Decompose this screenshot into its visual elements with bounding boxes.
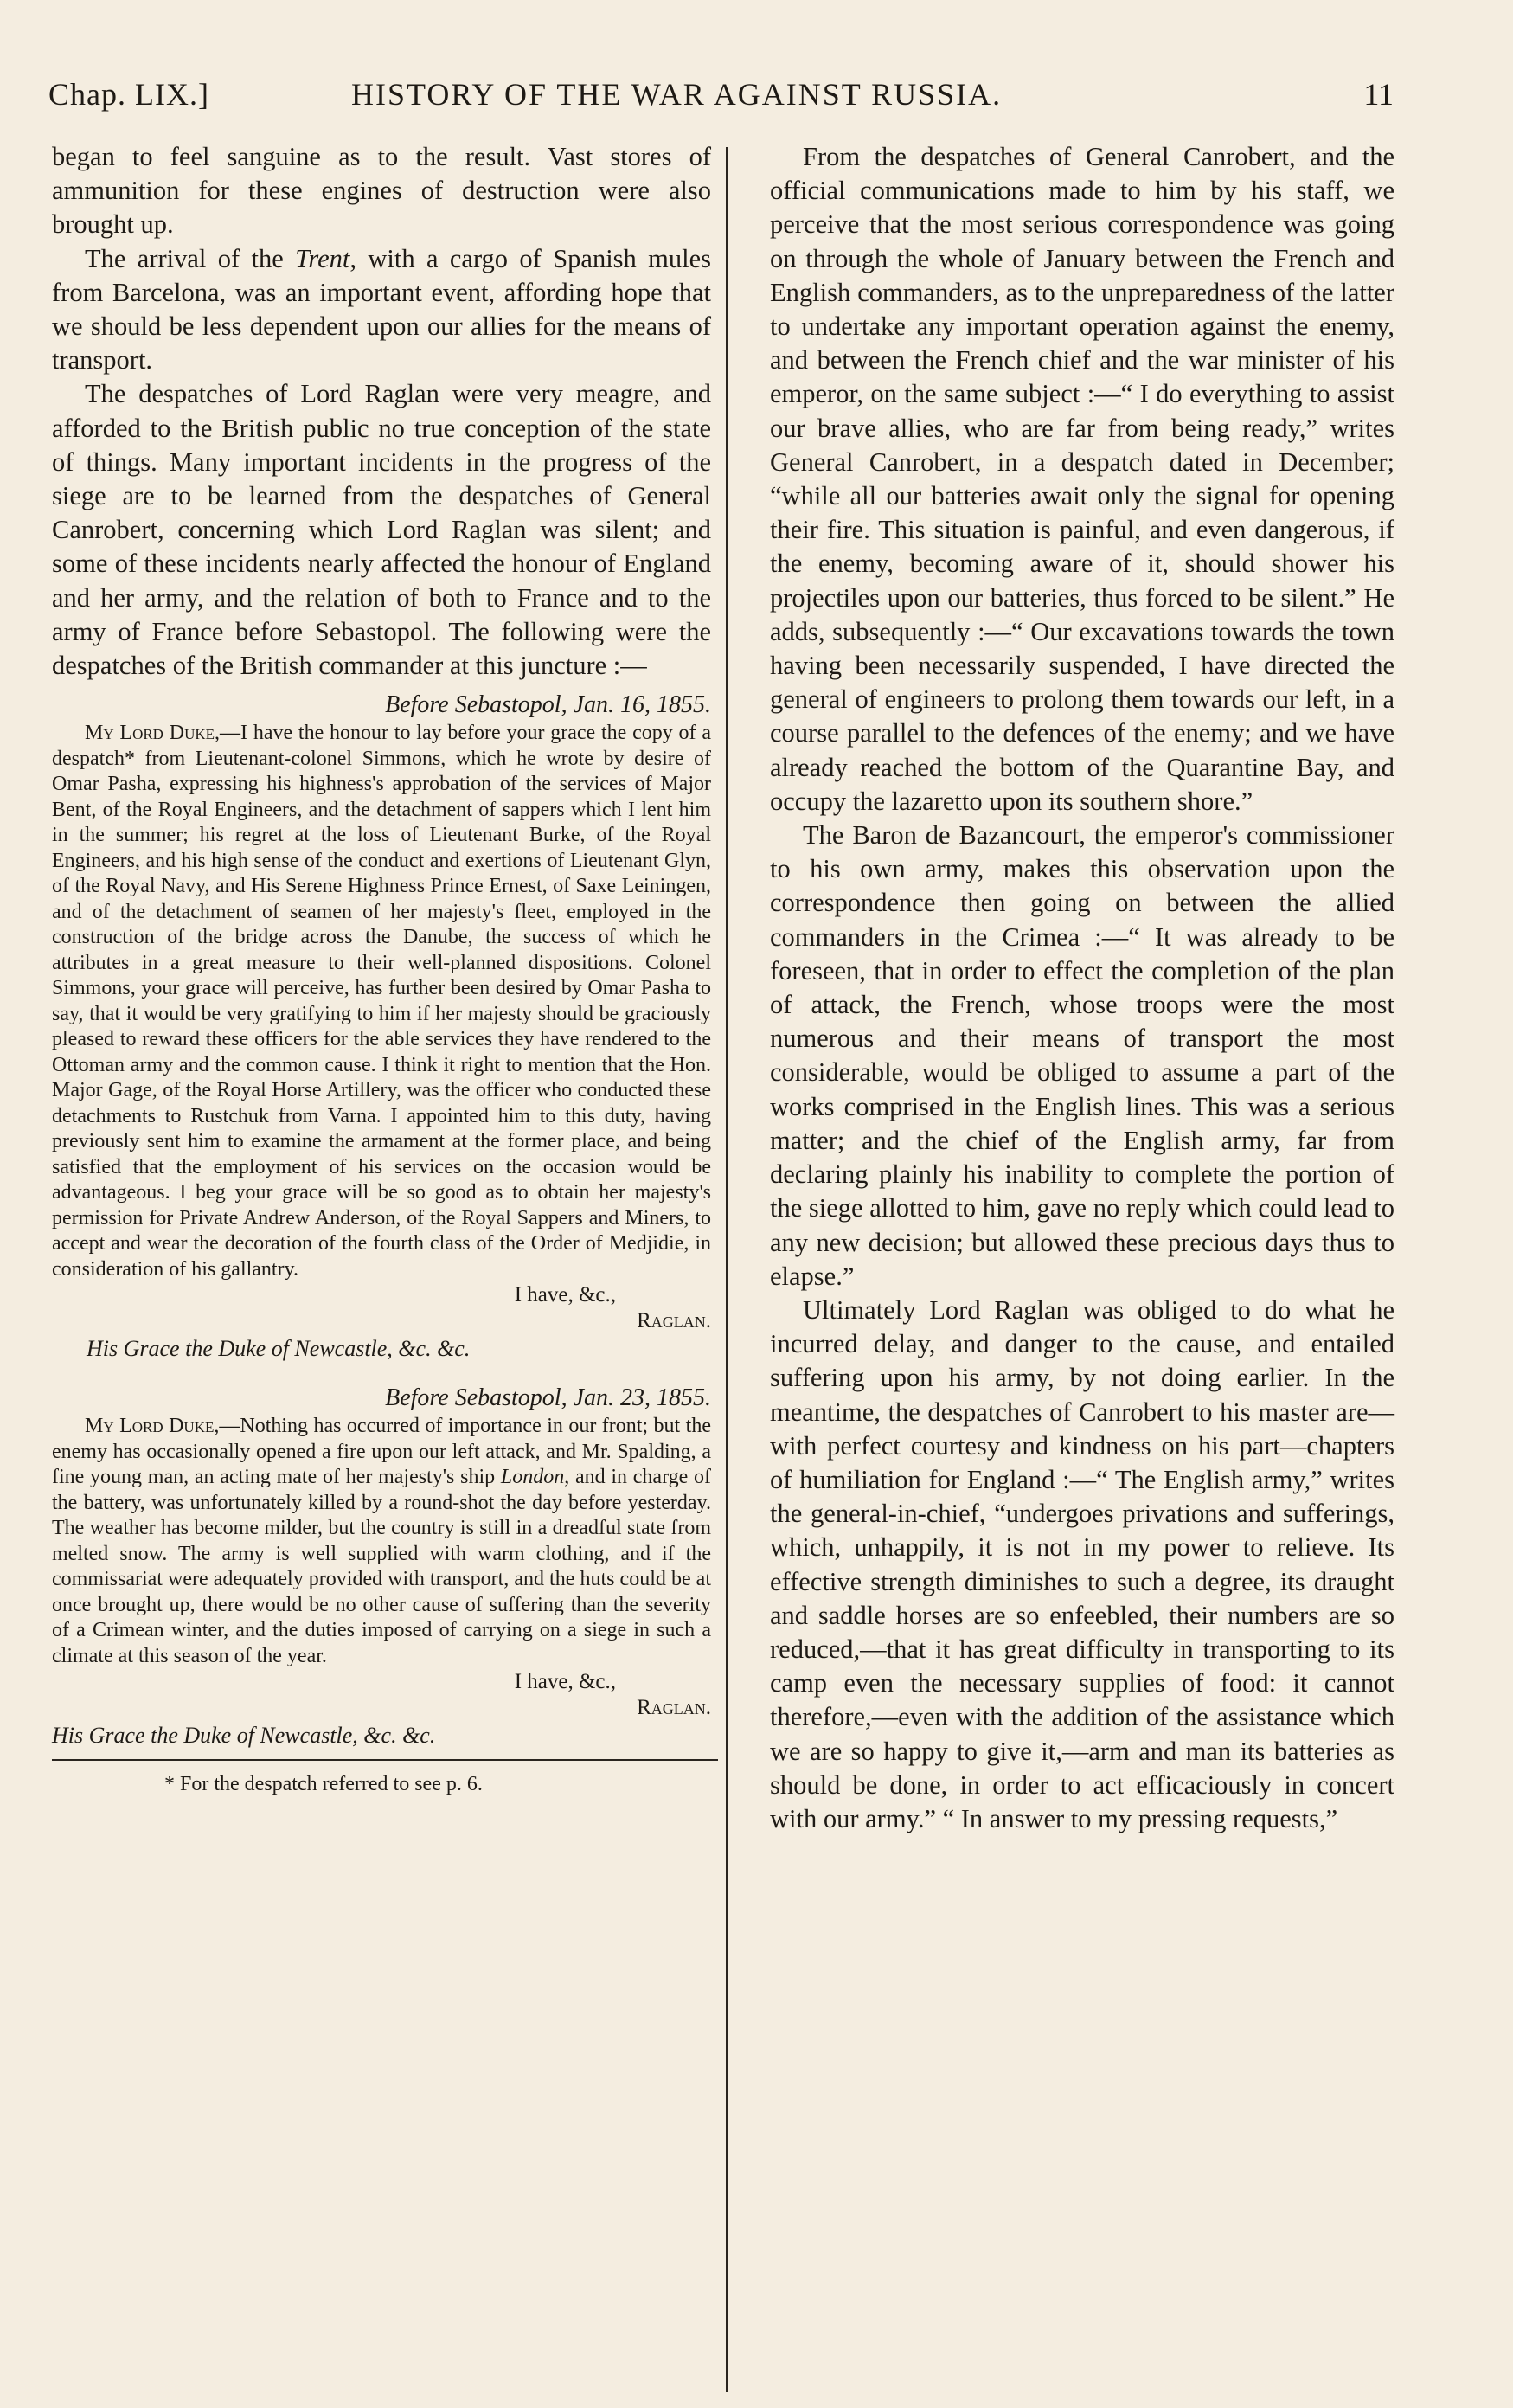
letter-text: —Nothing has occurred of importance in our front; but the enemy has occasionally opened a fire upon our left attack, and Mr. Spalding, a fine young man, an acting mate of her majesty's ship (52, 1415, 711, 1489)
ship-name: London (500, 1466, 565, 1489)
paragraph: Ultimately Lord Raglan was obliged to do what he incurred delay, and danger to the cause, and entailed suffering upon his army, by not doing earlier. In the meantime, the despatches of Canrobert to his master are—with perfect courtesy and kindness on his part—chapters of humiliation for England :—“ The English army,” writes the general-in-chief, “undergoes privations and sufferings, which, unhappily, it is not in my power to relieve. Its effective strength diminishes to such a degree, its draught and saddle horses are so enfeebled, their numbers are so reduced,—that it has great difficulty in transporting to its camp even the necessary supplies of food: it cannot therefore,—even with the addition of the assistance which we are so happy to give it,—arm and man its batteries as should be done, in order to act efficaciously in concert with our army.” “ In answer to my pressing requests,” (770, 1294, 1394, 1833)
running-head (48, 76, 1394, 125)
footnote-rule (52, 1759, 718, 1761)
closing-line: I have, &c., (514, 1670, 616, 1694)
closing-line: I have, &c., (514, 1283, 616, 1307)
letter-addressee: His Grace the Duke of Newcastle, &c. &c. (52, 1723, 436, 1749)
letter-addressee: His Grace the Duke of Newcastle, &c. &c. (87, 1336, 471, 1362)
letter-dateline: Before Sebastopol, Jan. 16, 1855. (385, 691, 711, 719)
letter-text: —I have the honour to lay before your grace the copy of a despatch* from Lieutenant-colonel Simmons, which he wrote by desire of Omar Pasha, expressing his highness's approbation of the services of Major Bent, of the Royal Engineers, and the detachment of sappers which I lent him in the summer; his regret at the loss of Lieutenant Burke, of the Royal Engineers, and his high sense of the conduct and exertions of Lieutenant Glyn, of the Royal Navy, and His Serene Highness Prince Ernest, of Saxe Leiningen, and of the detachment of seamen of her majesty's fleet, employed in the construction of the bridge across the Danube, the success of which he attributes in a great measure to their well-planned dispositions. Colonel Simmons, your grace will perceive, has further been desired by Omar Pasha to say, that it would be very gratifying to him if her majesty should be graciously pleased to reward these officers for the able services they have rendered to the Ottoman army and the common cause. I think it right to mention that the Hon. Major Gage, of the Royal Horse Artillery, was the officer who conducted these detachments to Rustchuk from Varna. I appointed him to this duty, having previously sent him to examine the armament at the former place, and being satisfied that the employment of his services on the occasion would be advantageous. I beg your grace will be so good as to obtain her majesty's permission for Private Andrew Anderson, of the Royal Sappers and Miners, to accept and wear the decoration of the fourth class of the Order of Medjidie, in consideration of his gallantry. (52, 722, 711, 1281)
letter-dateline: Before Sebastopol, Jan. 23, 1855. (385, 1384, 711, 1412)
left-column (52, 140, 711, 1797)
letter-body (52, 1414, 711, 1669)
letter-closing (52, 1282, 711, 1334)
paragraph: began to feel sanguine as to the result. Vast stores of ammunition for these engines of destruction were also brought up. (52, 142, 711, 240)
salutation: My Lord Duke, (85, 722, 221, 745)
column-divider (726, 147, 728, 2392)
page-number: 11 (1363, 77, 1394, 112)
text-run: The arrival of the (85, 243, 296, 273)
letter-closing (52, 1669, 711, 1721)
footnote: * For the despatch referred to see p. 6. (164, 1773, 483, 1796)
signature: Raglan. (637, 1696, 711, 1720)
page-title: HISTORY OF THE WAR AGAINST RUSSIA. (351, 77, 1003, 112)
paragraph: The Baron de Bazancourt, the emperor's commissioner to his own army, makes this observation upon the correspondence then going on between the allied commanders in the Crimea :—“ It was already to be foreseen, that in order to effect the completion of the plan of attack, the French, whose troops were the most numerous and their means of transport the most considerable, would be obliged to assume a part of the works comprised in the English lines. This was a serious matter; and the chief of the English army, far from declaring plainly his inability to complete the portion of the siege allotted to him, gave no reply which could lead to any new decision; but allowed these precious days thus to elapse.” (770, 820, 1394, 1291)
right-column (770, 140, 1394, 1836)
letter-text: , and in charge of the battery, was unfortunately killed by a round-shot the day before yesterday. The weather has become milder, but the country is still in a dreadful state from melted snow. The army is well supplied with warm clothing, and if the commissariat were adequately provided with transport, and the huts could be at once brought up, there would be no other cause of suffering than the severity of a Crimean winter, and the duties imposed of carrying on a siege in such a climate at this season of the year. (52, 1466, 711, 1667)
paragraph: From the despatches of General Canrobert, and the official communications made to him by his staff, we perceive that the most serious correspondence was going on through the whole of January between the French and English commanders, as to the unpreparedness of the latter to undertake any important operation against the enemy, and between the French chief and the war minister of his emperor, on the same subject :—“ I do everything to assist our brave allies, who are far from being ready,” writes General Canrobert, in a despatch dated in December; “while all our batteries await only the signal for opening their fire. This situation is painful, and even dangerous, if the enemy, becoming aware of it, should shower his projectiles upon our batteries, thus forced to be silent.” He adds, subsequently :—“ Our excavations towards the town having been necessarily suspended, I have directed the general of engineers to prolong them towards our left, in a course parallel to the defences of the enemy; and we have already reached the bottom of the Quarantine Bay, and occupy the lazaretto upon its southern shore.” (770, 142, 1394, 816)
letter-body (52, 721, 711, 1282)
paragraph (52, 242, 711, 378)
paragraph: The despatches of Lord Raglan were very meagre, and afforded to the British public no true conception of the state of things. Many important incidents in the progress of the siege are to be learned from the despatches of General Canrobert, concerning which Lord Raglan was silent; and some of these incidents nearly affected the honour of England and her army, and the relation of both to France and to the army of France before Sebastopol. The following were the despatches of the British commander at this juncture :— (52, 379, 711, 681)
letter (52, 690, 711, 1364)
text-run: , with a cargo of Spanish mules from Barcelona, was an important event, affording hope that we should be less dependent upon our allies for the means of transport. (52, 243, 712, 376)
letter (52, 1383, 711, 1750)
salutation: My Lord Duke, (85, 1415, 220, 1438)
chapter-label: Chap. LIX.] (48, 77, 209, 112)
ship-name: Trent (295, 243, 350, 273)
signature: Raglan. (637, 1309, 711, 1333)
